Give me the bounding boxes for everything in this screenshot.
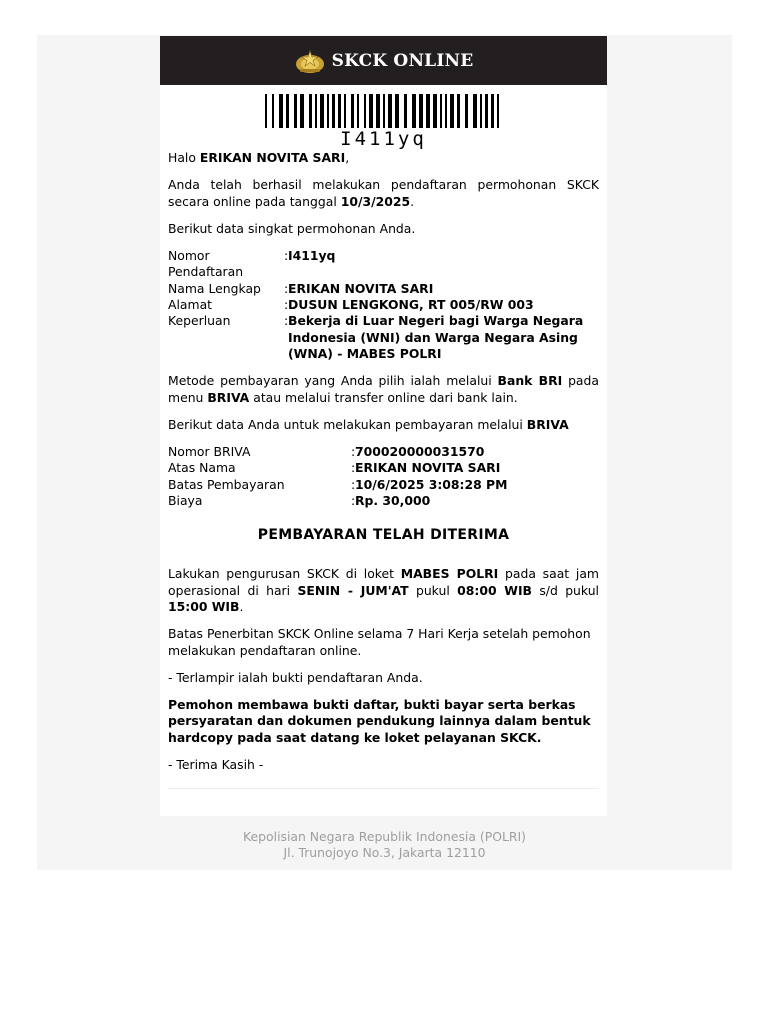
payment-row: Nomor BRIVA : 700020000031570 (168, 444, 485, 460)
barcode-bar (404, 94, 407, 128)
barcode-bar (272, 94, 274, 128)
barcode-bar (344, 94, 346, 128)
barcode-bar (286, 94, 289, 128)
barcode-bar (332, 94, 335, 128)
barcode-bar (465, 94, 468, 128)
barcode-bar (315, 94, 317, 128)
brand-logo (294, 48, 474, 74)
payment-intro: Berikut data Anda untuk melakukan pembayaran melalui BRIVA (168, 416, 569, 432)
barcode-bar (433, 94, 437, 128)
divider (168, 788, 599, 789)
barcode-bar (300, 94, 304, 128)
barcode-bar (473, 94, 477, 128)
barcode-bar (445, 94, 447, 128)
payment-row: Atas Nama : ERIKAN NOVITA SARI (168, 460, 501, 476)
barcode-area (160, 85, 607, 150)
barcode-bar (265, 94, 267, 128)
police-emblem-icon (294, 48, 326, 74)
registration-date: 10/3/2025 (340, 193, 411, 209)
barcode-bar (338, 94, 341, 128)
barcode-bar (426, 94, 430, 128)
barcode-bar (369, 94, 373, 128)
deadline-paragraph: Batas Penerbitan SKCK Online selama 7 Hari Kerja setelah pemohon melakukan pendaftaran online. (168, 626, 591, 658)
barcode-bar (457, 94, 460, 128)
bring-documents-note: Pemohon membawa bukti daftar, bukti bayar serta berkas persyaratan dan dokumen pendukung lainnya dalam bentuk hardcopy pada saat datang ke loket pelayanan SKCK. (168, 697, 591, 745)
barcode-bar (327, 94, 329, 128)
barcode-bar (497, 94, 499, 128)
barcode-bar (485, 94, 488, 128)
barcode-bar (357, 94, 359, 128)
barcode-bar (376, 94, 380, 128)
barcode-bar (450, 94, 454, 128)
footer (37, 829, 732, 862)
barcode-graphic (265, 94, 503, 128)
footer-address: Jl. Trunojoyo No.3, Jakarta 12110 (283, 845, 486, 861)
payment-row: Batas Pembayaran : 10/6/2025 3:08:28 PM (168, 476, 508, 492)
detail-row: Alamat : DUSUN LENGKONG, RT 005/RW 003 (168, 297, 534, 313)
brand-title: SKCK ONLINE (331, 50, 474, 71)
payment-method-paragraph: Metode pembayaran yang Anda pilih ialah melalui Bank BRI pada menu BRIVA atau melalui transfer online dari bank lain. (168, 373, 599, 405)
footer-org: Kepolisian Negara Republik Indonesia (POLRI) (243, 829, 526, 844)
barcode-bar (419, 94, 423, 128)
payment-status: PEMBAYARAN TELAH DITERIMA (257, 527, 510, 544)
barcode-bar (395, 94, 399, 128)
barcode-bar (279, 94, 283, 128)
barcode-bar (320, 94, 324, 128)
detail-row: Nama Lengkap : ERIKAN NOVITA SARI (168, 280, 434, 296)
detail-row: Nomor Pendaftaran : I411yq (168, 248, 336, 280)
greeting-name: ERIKAN NOVITA SARI (199, 150, 346, 165)
barcode-bar (364, 94, 366, 128)
barcode-bar (388, 94, 392, 128)
intro-paragraph: Anda telah berhasil melakukan pendaftaran permohonan SKCK secara online pada tanggal 10/3/2025. (168, 177, 599, 209)
application-details (168, 248, 599, 362)
barcode-bar (294, 94, 297, 128)
barcode-bar (383, 94, 385, 128)
barcode-bar (440, 94, 442, 128)
email-card (160, 36, 607, 816)
barcode-bar (309, 94, 312, 128)
summary-label: Berikut data singkat permohonan Anda. (168, 220, 416, 236)
email-background (37, 35, 732, 870)
payment-row: Biaya : Rp. 30,000 (168, 493, 431, 509)
detail-row: Keperluan : Bekerja di Luar Negeri bagi Warga Negara Indonesia (WNI) dan Warga Negara Asing (WNA) - MABES POLRI (168, 313, 584, 361)
payment-details (168, 444, 599, 509)
instruction-paragraph: Lakukan pengurusan SKCK di loket MABES POLRI pada saat jam operasional di hari SENIN - JUM'AT pukul 08:00 WIB s/d pukul 15:00 WIB. (168, 566, 599, 614)
closing-thanks: - Terima Kasih - (168, 757, 264, 773)
email-content (160, 150, 607, 789)
attachment-note: - Terlampir ialah bukti pendaftaran Anda. (168, 669, 423, 685)
barcode-bar (412, 94, 416, 128)
barcode-bar (491, 94, 494, 128)
greeting: Halo ERIKAN NOVITA SARI, (168, 150, 350, 165)
barcode-bar (351, 94, 354, 128)
barcode-bar (480, 94, 482, 128)
barcode-text: I411yq (340, 128, 427, 150)
header-bar (160, 36, 607, 85)
